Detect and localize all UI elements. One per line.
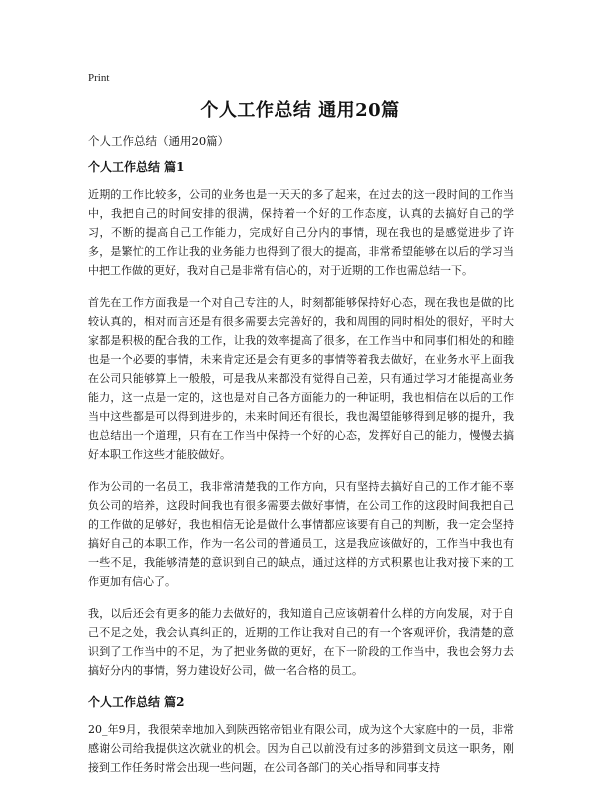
section-1 (88, 158, 514, 680)
section-2 (88, 693, 514, 777)
paragraph: 作为公司的一名员工，我非常清楚我的工作方向，只有坚持去搞好自己的工作才能不辜负公司的培养，这段时间我也有很多需要去做好事情，在公司工作的这段时间我把自己的工作做的足够好，我也相信无论是做什么事情都应该要有自己的判断，我一定会坚持搞好自己的本职工作，作为一名公司的普通员工，这是我应该做好的，工作当中我也有一些不足，我能够清楚的意识到自己的缺点，通过这样的方式积累也让我对接下来的工作更加有信心了。 (88, 480, 514, 588)
section-heading: 个人工作总结 篇1 (88, 160, 185, 174)
section-heading: 个人工作总结 篇2 (88, 695, 185, 709)
document-body (88, 158, 514, 790)
print-link[interactable]: Print (88, 72, 110, 84)
page-title: 个人工作总结 通用20篇 (200, 100, 400, 121)
paragraph: 20_年9月，我很荣幸地加入到陕西铭帝铝业有限公司，成为这个大家庭中的一员，非常感谢公司给我提供这次就业的机会。因为自己以前没有过多的涉猎到文员这一职务，刚接到工作任务时常会出现一些问题，在公司各部门的关心指导和同事支持 (88, 723, 514, 774)
document-subtitle: 个人工作总结（通用20篇） (88, 134, 230, 148)
paragraph: 我，以后还会有更多的能力去做好的，我知道自己应该朝着什么样的方向发展，对于自己不足之处，我会认真纠正的，近期的工作让我对自己的有一个客观评价，我清楚的意识到了工作当中的不足，为了把业务做的更好，在下一阶段的工作当中，我也会努力去搞好分内的事情，努力建设好公司，做一名合格的员工。 (88, 607, 514, 677)
paragraph: 首先在工作方面我是一个对自己专注的人，时刻都能够保持好心态，现在我也是做的比较认真的，相对而言还是有很多需要去完善好的，我和周围的同时相处的很好，平时大家都是积极的配合我的工作，让我的效率提高了很多，在工作当中和同事们相处的和睦也是一个必要的事情，未来肯定还是会有更多的事情等着我去做好，在业务水平上面我在公司只能够算上一般般，可是我从来都没有觉得自己差，只有通过学习才能提高业务能力，这一点是一定的，这也是对自己各方面能力的一种证明，我也相信在以后的工作当中这些都是可以得到进步的，未来时间还有很长，我也渴望能够得到足够的提升，我也总结出一个道理，只有在工作当中保持一个好的心态，发挥好自己的能力，慢慢去搞好本职工作这些才能胶做好。 (88, 296, 514, 461)
paragraph: 近期的工作比较多，公司的业务也是一天天的多了起来，在过去的这一段时间的工作当中，我把自己的时间安排的很满，保持着一个好的工作态度，认真的去搞好自己的学习，不断的提高自己工作能力，完成好自己分内的事情，现在我也的是感觉进步了许多，是繁忙的工作让我的业务能力也得到了很大的提高，非常希望能够在以后的学习当中把工作做的更好，我对自己是非常有信心的，对于近期的工作也需总结一下。 (88, 188, 514, 277)
